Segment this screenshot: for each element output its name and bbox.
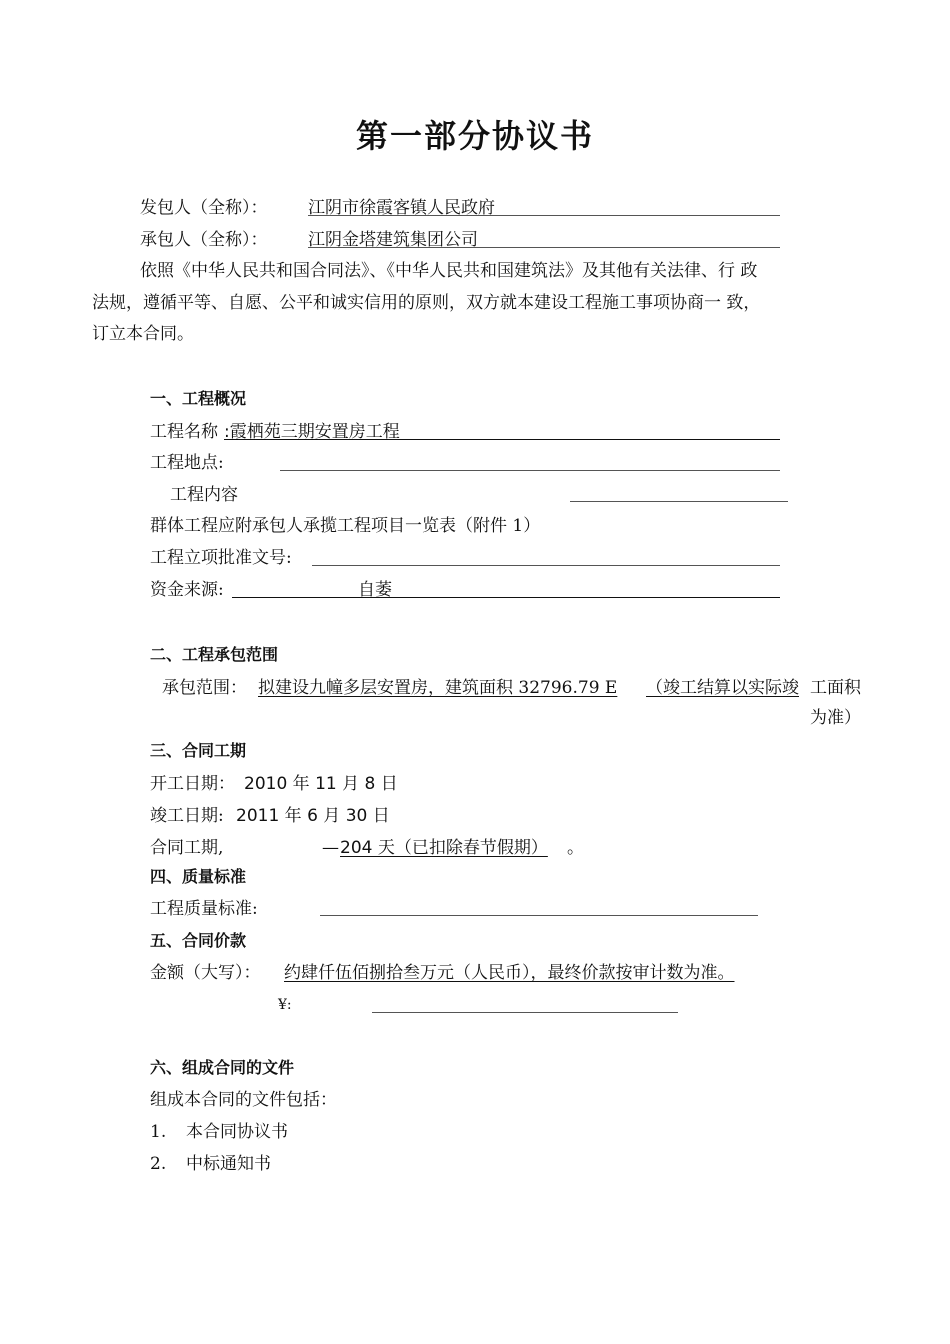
amount-value: 约肆仟伍佰捌拾叁万元（人民币），最终价款按审计数为准。 [284,963,735,983]
scope-note: （竣工结算以实际竣 [646,678,799,698]
approval-number-label: 工程立项批准文号: [150,548,292,568]
preamble-line-3: 订立本合同。 [92,324,194,344]
party-b-value: 江阴金塔建筑集团公司 [308,230,478,250]
section-5-heading: 五、合同价款 [150,931,247,950]
project-name-label: 工程名称 [150,422,218,442]
start-date-value: 2010 年 11 月 8 日 [244,774,398,794]
duration-value: 204 天（已扣除春节假期） [340,838,548,858]
party-a-underline [308,215,780,216]
section-6-heading: 六、组成合同的文件 [150,1058,295,1077]
duration-dash: — [322,838,339,858]
fund-source-underline [232,597,780,598]
start-date-label: 开工日期： [150,774,235,794]
list-item: 本合同协议书 [186,1122,288,1142]
project-location-label: 工程地点: [150,453,224,473]
preamble-line-2: 法规，遵循平等、自愿、公平和诚实信用的原则，双方就本建设工程施工事项协商一 致， [92,293,761,313]
party-a-label: 发包人（全称）： [140,198,268,218]
preamble-line-1: 依照《中华人民共和国合同法》、《中华人民共和国建筑法》及其他有关法律、行 政 [140,261,758,281]
approval-number-underline [312,565,780,566]
party-b-label: 承包人（全称）： [140,230,268,250]
project-location-underline [280,470,780,471]
page-title: 第一部分协议书 [355,117,594,155]
duration-label: 合同工期, [150,838,224,858]
list-item-number: 2. [150,1154,167,1174]
amount-label: 金额（大写）： [150,963,261,983]
fund-source-label: 资金来源: [150,580,224,600]
end-date-value: 2011 年 6 月 30 日 [236,806,390,826]
quality-label: 工程质量标准: [150,899,258,919]
section-2-heading: 二、工程承包范围 [150,645,279,664]
list-item: 中标通知书 [186,1154,271,1174]
scope-label: 承包范围： [162,678,247,698]
project-content-label: 工程内容 [170,485,238,505]
party-a-value: 江阴市徐霞客镇人民政府 [308,198,495,218]
scope-note-3: 为准） [810,708,861,728]
section-4-heading: 四、质量标准 [150,867,247,886]
project-name-value: :霞栖苑三期安置房工程 [224,422,400,442]
fund-source-value: 自萎 [358,580,392,600]
quality-underline [320,915,758,916]
documents-intro: 组成本合同的文件包括： [150,1090,337,1110]
duration-end: 。 [567,838,584,858]
end-date-label: 竣工日期: [150,806,224,826]
list-item-number: 1. [150,1122,167,1142]
party-b-underline [308,247,780,248]
group-project-note: 群体工程应附承包人承揽工程项目一览表（附件 1） [150,516,541,536]
section-1-heading: 一、工程概况 [150,389,247,408]
project-content-underline [570,501,788,502]
section-3-heading: 三、合同工期 [150,741,247,760]
scope-value: 拟建设九幢多层安置房，建筑面积 32796.79 E [258,678,618,698]
yen-label: ¥: [278,997,292,1013]
scope-note-2: 工面积 [810,678,861,698]
yen-underline [372,1012,678,1013]
project-name-underline [224,439,780,440]
